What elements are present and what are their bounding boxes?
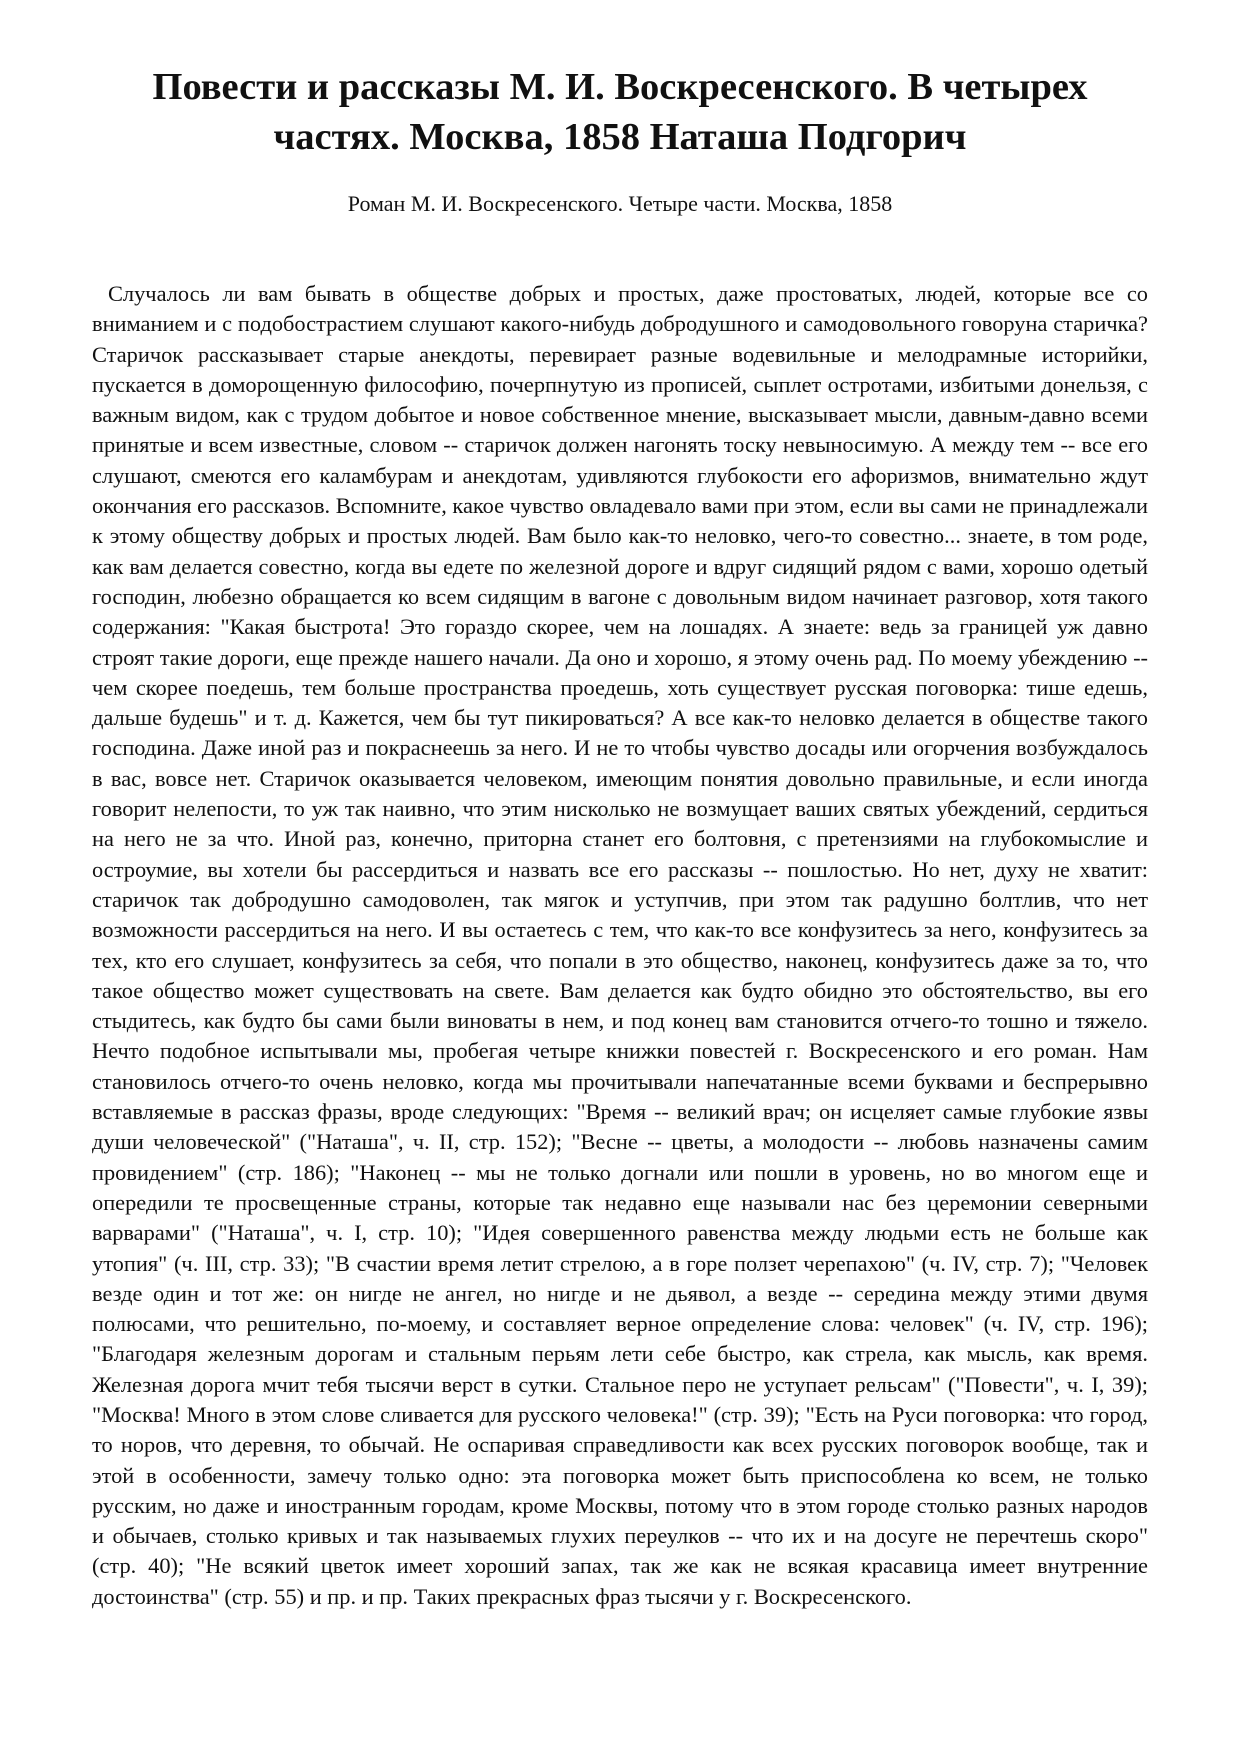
body-paragraph: Случалось ли вам бывать в обществе добрых и простых, даже простоватых, людей, которые все со вниманием и с подобострастием слушают какого-нибудь добродушного и самодовольного говоруна старичка? Старичок рассказывает старые анекдоты, перевирает разные водевильные и мелодрамные историйки, пускается в доморощенную философию, почерпнутую из прописей, сыплет остротами, избитыми донельзя, с важным видом, как с трудом добытое и новое собственное мнение, высказывает мысли, давным-давно всеми принятые и всем известные, словом -- старичок должен нагонять тоску невыносимую. А между тем -- все его слушают, смеются его каламбурам и анекдотам, удивляются глубокости его афоризмов, внимательно ждут окончания его рассказов. Вспомните, какое чувство овладевало вами при этом, если вы сами не принадлежали к этому обществу добрых и простых людей. Вам было как-то неловко, чего-то совестно... знаете, в том роде, как вам делается совестно, когда вы едете по железной дороге и вдруг сидящий рядом с вами, хорошо одетый господин, любезно обращается ко всем сидящим в вагоне с довольным видом начинает разговор, хотя такого содержания: "Какая быстрота! Это гораздо скорее, чем на лошадях. А знаете: ведь за границей уж давно строят такие дороги, еще прежде нашего начали. Да оно и хорошо, я этому очень рад. По моему убеждению -- чем скорее поедешь, тем больше пространства проедешь, хоть существует русская поговорка: тише едешь, дальше будешь" и т. д. Кажется, чем бы тут пикироваться? А все как-то неловко делается в обществе такого господина. Даже иной раз и покраснеешь за него. И не то чтобы чувство досады или огорчения возбуждалось в вас, вовсе нет. Старичок оказывается человеком, имеющим понятия довольно правильные, и если иногда говорит нелепости, то уж так наивно, что этим нисколько не возмущает ваших святых убеждений, сердиться на него не за что. Иной раз, конечно, приторна станет его болтовня, с претензиями на глубокомыслие и остроумие, вы хотели бы рассердиться и назвать все его рассказы -- пошлостью. Но нет, духу не хватит: старичок так добродушно самодоволен, так мягок и уступчив, при этом так радушно болтлив, что нет возможности рассердиться на него. И вы остаетесь с тем, что как-то все конфузитесь за него, конфузитесь за тех, кто его слушает, конфузитесь за себя, что попали в это общество, наконец, конфузитесь даже за то, что такое общество может существовать на свете. Вам делается как будто обидно это обстоятельство, вы его стыдитесь, как будто бы сами были виноваты в нем, и под конец вам становится отчего-то тошно и тяжело. Нечто подобное испытывали мы, пробегая четыре книжки повестей г. Воскресенского и его роман. Нам становилось отчего-то очень неловко, когда мы прочитывали напечатанные всеми буквами и беспрерывно вставляемые в рассказ фразы, вроде следующих: "Время -- великий врач; он исцеляет самые глубокие язвы души человеческой" ("Наташа", ч. II, стр. 152); "Весне -- цветы, а молодости -- любовь назначены самим провидением" (стр. 186); "Наконец -- мы не только догнали или пошли в уровень, но во многом еще и опередили те просвещенные страны, которые так недавно еще называли нас без церемонии северными варварами" ("Наташа", ч. I, стр. 10); "Идея совершенного равенства между людьми есть не больше как утопия" (ч. III, стр. 33); "В счастии время летит стрелою, а в горе ползет черепахою" (ч. IV, стр. 7); "Человек везде один и тот же: он нигде не ангел, но нигде и не дьявол, а везде -- середина между этими двумя полюсами, что решительно, по-моему, и составляет верное определение слова: человек" (ч. IV, стр. 196); "Благодаря железным дорогам и стальным перьям лети себе быстро, как стрела, как мысль, как время. Железная дорога мчит тебя тысячи верст в сутки. Стальное перо не уступает рельсам" ("Повести", ч. I, 39); "Москва! Много в этом слове сливается для русского человека!" (стр. 39); "Есть на Руси поговорка: что город, то норов, что деревня, то обычай. Не оспаривая справедливости как всех русских поговорок вообще, так и этой в особенности, замечу только одно: эта поговорка может быть приспособлена ко всем, не только русским, но даже и иностранным городам, кроме Москвы, потому что в этом городе столько разных народов и обычаев, столько кривых и так называемых глухих переулков -- что их и на досуге не перечтешь скоро" (стр. 40); "Не всякий цветок имеет хороший запах, так же как не всякая красавица имеет внутренние достоинства" (стр. 55) и пр. и пр. Таких прекрасных фраз тысячи у г. Воскресенского. — [92, 281, 1148, 1609]
document-subtitle: Роман М. И. Воскресенского. Четыре части. Москва, 1858 — [347, 191, 893, 216]
document-title: Повести и рассказы М. И. Воскресенского. В четырех частях. Москва, 1858 Наташа Подгорич — [152, 66, 1088, 158]
